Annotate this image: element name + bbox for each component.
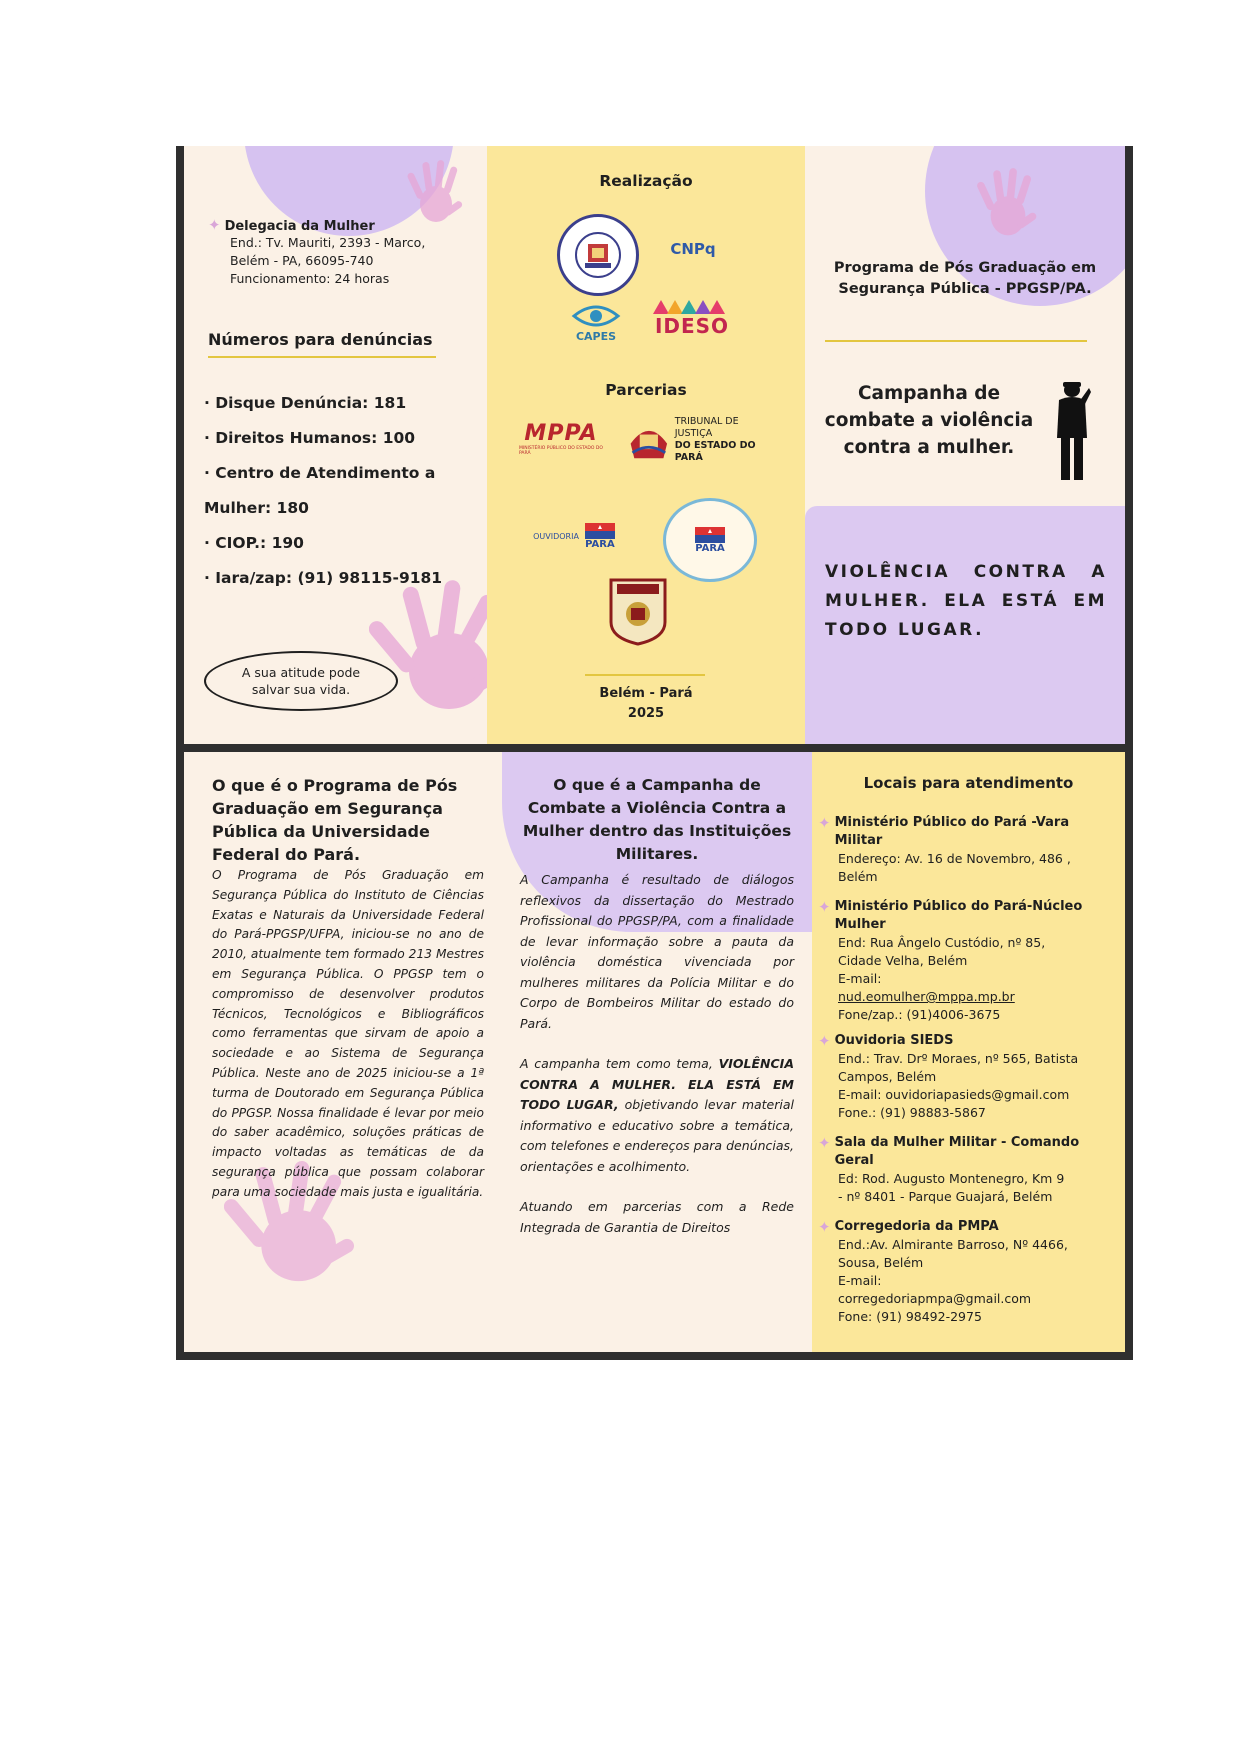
bottom-divider (585, 674, 705, 676)
sparkle-icon: ✦ (818, 1032, 831, 1050)
ouvidoria-para-text: PARÁ (585, 538, 615, 550)
location-title: Ouvidoria SIEDS (834, 1033, 954, 1048)
location-line: Endereço: Av. 16 de Novembro, 486 , (838, 851, 1071, 866)
location-title: Corregedoria da PMPA (834, 1219, 999, 1234)
ideso-logo (651, 294, 733, 344)
location-item (818, 898, 1118, 1024)
pmpa-logo (609, 578, 667, 646)
number-item: · Centro de Atendimento a (204, 464, 436, 482)
location-title: Ministério Público do Pará-Núcleo Mulher (834, 899, 1083, 932)
title-underline (825, 340, 1087, 342)
ouvidoria-logo (519, 516, 629, 556)
numbers-heading: Números para denúncias (208, 330, 433, 349)
location-line: Fone: (91) 98492-2975 (838, 1309, 982, 1324)
location-line: Campos, Belém (838, 1069, 937, 1084)
campaign-body-1: A Campanha é resultado de diálogos reflexivos da dissertação do Mestrado Profissional do PPGSP/PA, com a finalidade de levar informação sobre a pauta da violência doméstica vivenciada por mulheres militares da Polícia Militar e do Corpo de Bombeiros Militar do estado do Pará. (520, 872, 794, 1031)
number-item: · Iara/zap: (91) 98115-9181 (204, 569, 443, 587)
slogan-box (805, 506, 1125, 744)
year-text: 2025 (627, 706, 665, 721)
panel-campaign-info (502, 752, 812, 1352)
handprint-icon (975, 168, 1041, 244)
ufpa-logo (557, 214, 639, 296)
campaign-body-3: Atuando em parcerias com a Rede Integrada de Garantia de Direitos (520, 1199, 794, 1235)
number-item: · Disque Denúncia: 181 (204, 394, 407, 412)
capes-logo (561, 296, 631, 348)
campaign-title: Campanha de combate a violência contra a mulher. (824, 383, 1034, 458)
numbers-list (204, 386, 474, 596)
delegacia-title: Delegacia da Mulher (224, 219, 375, 234)
panel-contacts (184, 146, 487, 744)
ouvidoria-logo-text: OUVIDORIA (533, 531, 579, 541)
location-list (818, 814, 1118, 1326)
panel-locations (812, 752, 1125, 1352)
mppa-logo-subtext: MINISTÉRIO PÚBLICO DO ESTADO DO PARÁ (519, 445, 603, 456)
location-line: Ed: Rod. Augusto Montenegro, Km 9 (838, 1171, 1065, 1186)
campaign-body-2-pre: A campanha tem como tema, (520, 1056, 713, 1071)
location-item (818, 814, 1118, 886)
tjpa-logo (627, 412, 777, 468)
location-line: - nº 8401 - Parque Guajará, Belém (838, 1189, 1053, 1204)
panel-partners (487, 146, 805, 744)
mppa-logo (519, 416, 603, 460)
attitude-text: A sua atitude pode salvar sua vida. (241, 665, 361, 697)
location-title: Ministério Público do Pará -Vara Militar (834, 815, 1070, 848)
location-line: Fone/zap.: (91)4006-3675 (838, 1007, 1001, 1022)
program-info-heading: O que é o Programa de Pós Graduação em Segurança Pública da Universidade Federal do Pará. (212, 776, 458, 864)
campaign-body-2 (520, 1054, 794, 1177)
ideso-logo-text: IDESO (654, 314, 730, 338)
location-line: Cidade Velha, Belém (838, 953, 968, 968)
location-line: E-mail: (838, 1273, 882, 1288)
campaign-info-heading: O que é a Campanha de Combate a Violência Contra a Mulher dentro das Instituições Militares. (522, 776, 792, 863)
location-line: Sousa, Belém (838, 1255, 924, 1270)
panel-cover (805, 146, 1125, 744)
capes-logo-text: CAPES (575, 329, 617, 343)
sparkle-icon: ✦ (208, 216, 221, 234)
slogan-text: VIOLÊNCIA CONTRA A MULHER. ELA ESTÁ EM TODO LUGAR. (825, 562, 1107, 640)
sparkle-icon: ✦ (818, 898, 831, 916)
mppa-logo-text: MPPA (524, 420, 598, 446)
location-line: E-mail: (838, 971, 882, 986)
realizacao-heading: Realização (599, 172, 693, 190)
campaign-body-2-bold: VIOLÊNCIA CONTRA A MULHER. ELA ESTÁ EM TODO LUGAR, (520, 1056, 794, 1112)
segup-logo (663, 498, 757, 582)
cnpq-logo-text: CNPq (670, 240, 716, 258)
delegacia-address-1: End.: Tv. Mauriti, 2393 - Marco, (230, 235, 426, 250)
saluting-soldier-icon (1053, 378, 1091, 482)
program-title: Programa de Pós Graduação em Segurança Pública - PPGSP/PA. (833, 260, 1097, 297)
parcerias-heading: Parcerias (605, 381, 687, 399)
tjpa-logo-line2: DO ESTADO DO PARÁ (674, 440, 756, 463)
location-item (818, 1032, 1118, 1122)
number-item: Mulher: 180 (204, 499, 309, 517)
delegacia-block (208, 216, 478, 288)
locations-heading: Locais para atendimento (863, 774, 1074, 792)
attitude-ellipse (204, 651, 398, 711)
location-item (818, 1134, 1118, 1206)
location-line: E-mail: ouvidoriapasieds@gmail.com (838, 1087, 1070, 1102)
location-title: Sala da Mulher Militar - Comando Geral (834, 1135, 1080, 1168)
location-item (818, 1218, 1118, 1326)
delegacia-address-2: Belém - PA, 66095-740 (230, 253, 374, 268)
location-line: End.: Trav. Drº Moraes, nº 565, Batista (838, 1051, 1079, 1066)
segup-para-text: PARÁ (695, 542, 725, 554)
panel-program-info (184, 752, 502, 1352)
location-line: corregedoriapmpa@gmail.com (838, 1291, 1032, 1306)
email-link[interactable]: nud.eomulher@mppa.mp.br (838, 989, 1015, 1004)
sparkle-icon: ✦ (818, 1218, 831, 1236)
city-text: Belém - Pará (599, 686, 693, 701)
number-item: · CIOP.: 190 (204, 534, 304, 552)
brochure-sheet (176, 146, 1133, 1360)
location-line: Belém (838, 869, 878, 884)
heading-underline (208, 356, 436, 358)
program-info-body: O Programa de Pós Graduação em Segurança Pública do Instituto de Ciências Exatas e Naturais da Universidade Federal do Pará-PPGSP/UFPA, iniciou-se no ano de 2010, atualmente tem formado 213 Mestres em Segurança Pública. O PPGSP tem o compromisso de desenvolver produtos Técnicos, Tecnológicos e Bibliográficos como ferramentas que sirvam de apoio a sociedade e ao Sistema de Segurança Pública. Neste ano de 2025 iniciou-se a 1ª turma de Doutorado em Segurança Pública do PPGSP. Nossa finalidade é levar por meio do saber acadêmico, soluções práticas de impacto voltadas as temáticas de da segurança pública que possam colaborar para uma sociedade mais justa e igualitária. (212, 868, 484, 1199)
tjpa-logo-line1: TRIBUNAL DE JUSTIÇA (674, 416, 739, 439)
location-line: Fone.: (91) 98883-5867 (838, 1105, 986, 1120)
location-line: End.:Av. Almirante Barroso, Nº 4466, (838, 1237, 1068, 1252)
delegacia-hours: Funcionamento: 24 horas (230, 271, 390, 286)
campaign-info-body (520, 870, 794, 1238)
sparkle-icon: ✦ (818, 1134, 831, 1152)
cnpq-logo (653, 234, 733, 264)
sparkle-icon: ✦ (818, 814, 831, 832)
campaign-body-2-post: objetivando levar material informativo e educativo sobre a temática, com telefones e endereços para denúncias, orientações e acolhimento. (520, 1097, 794, 1174)
handprint-icon (369, 576, 487, 726)
number-item: · Direitos Humanos: 100 (204, 429, 416, 447)
location-line: End: Rua Ângelo Custódio, nº 85, (838, 935, 1046, 950)
